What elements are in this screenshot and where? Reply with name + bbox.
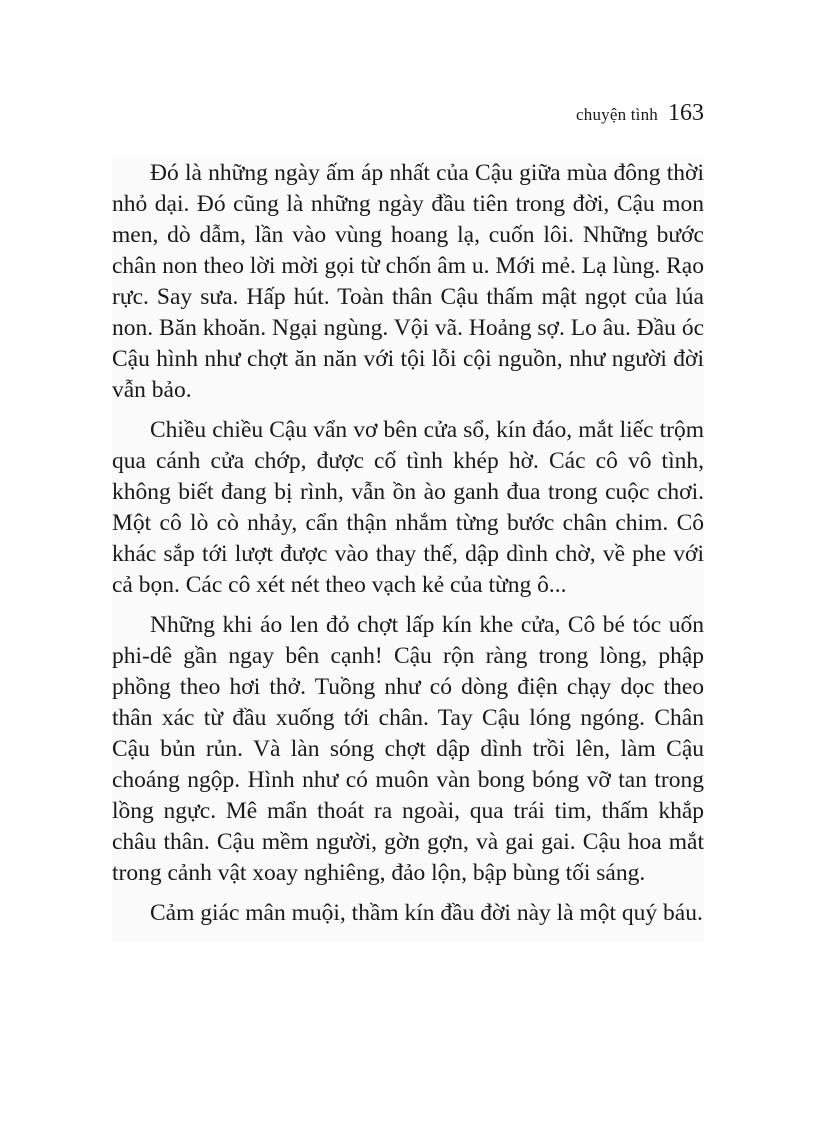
paragraph-3: Những khi áo len đỏ chợt lấp kín khe cửa, Cô bé tóc uốn phi-dê gần ngay bên cạnh! Cậu rộn ràng trong lòng, phập phồng theo hơi thở. Tuồng như có dòng điện chạy dọc theo thân xác từ đầu xuống tới chân. Tay Cậu lóng ngóng. Chân Cậu bủn rủn. Và làn sóng chợt dập dình trồi lên, làm Cậu choáng ngộp. Hình như có muôn vàn bong bóng vỡ tan trong lồng ngực. Mê mẩn thoát ra ngoài, qua trái tim, thấm khắp châu thân. Cậu mềm người, gờn gợn, và gai gai. Cậu hoa mắt trong cảnh vật xoay nghiêng, đảo lộn, bập bùng tối sáng. <box>112 612 704 886</box>
body-text <box>112 158 704 941</box>
paragraph-1: Đó là những ngày ấm áp nhất của Cậu giữa mùa đông thời nhỏ dại. Đó cũng là những ngày đầu tiên trong đời, Cậu mon men, dò dẫm, lần vào vùng hoang lạ, cuốn lôi. Những bước chân non theo lời mời gọi từ chốn âm u. Mới mẻ. Lạ lùng. Rạo rực. Say sưa. Hấp hút. Toàn thân Cậu thấm mật ngọt của lúa non. Băn khoăn. Ngại ngùng. Vội vã. Hoảng sợ. Lo âu. Đầu óc Cậu hình như chợt ăn năn với tội lỗi cội nguồn, như người đời vẫn bảo. <box>112 160 704 403</box>
running-title: chuyện tình <box>576 105 658 124</box>
running-head <box>576 100 704 127</box>
paragraph-2: Chiều chiều Cậu vẩn vơ bên cửa sổ, kín đáo, mắt liếc trộm qua cánh cửa chớp, được cố tình khép hờ. Các cô vô tình, không biết đang bị rình, vẫn ồn ào ganh đua trong cuộc chơi. Một cô lò cò nhảy, cẩn thận nhắm từng bước chân chim. Cô khác sắp tới lượt được vào thay thế, dập dình chờ, về phe với cả bọn. Các cô xét nét theo vạch kẻ của từng ô... <box>112 417 704 598</box>
paragraph-4: Cảm giác mân muội, thầm kín đầu đời này là một quý báu. <box>150 900 703 926</box>
page-number: 163 <box>668 100 704 126</box>
